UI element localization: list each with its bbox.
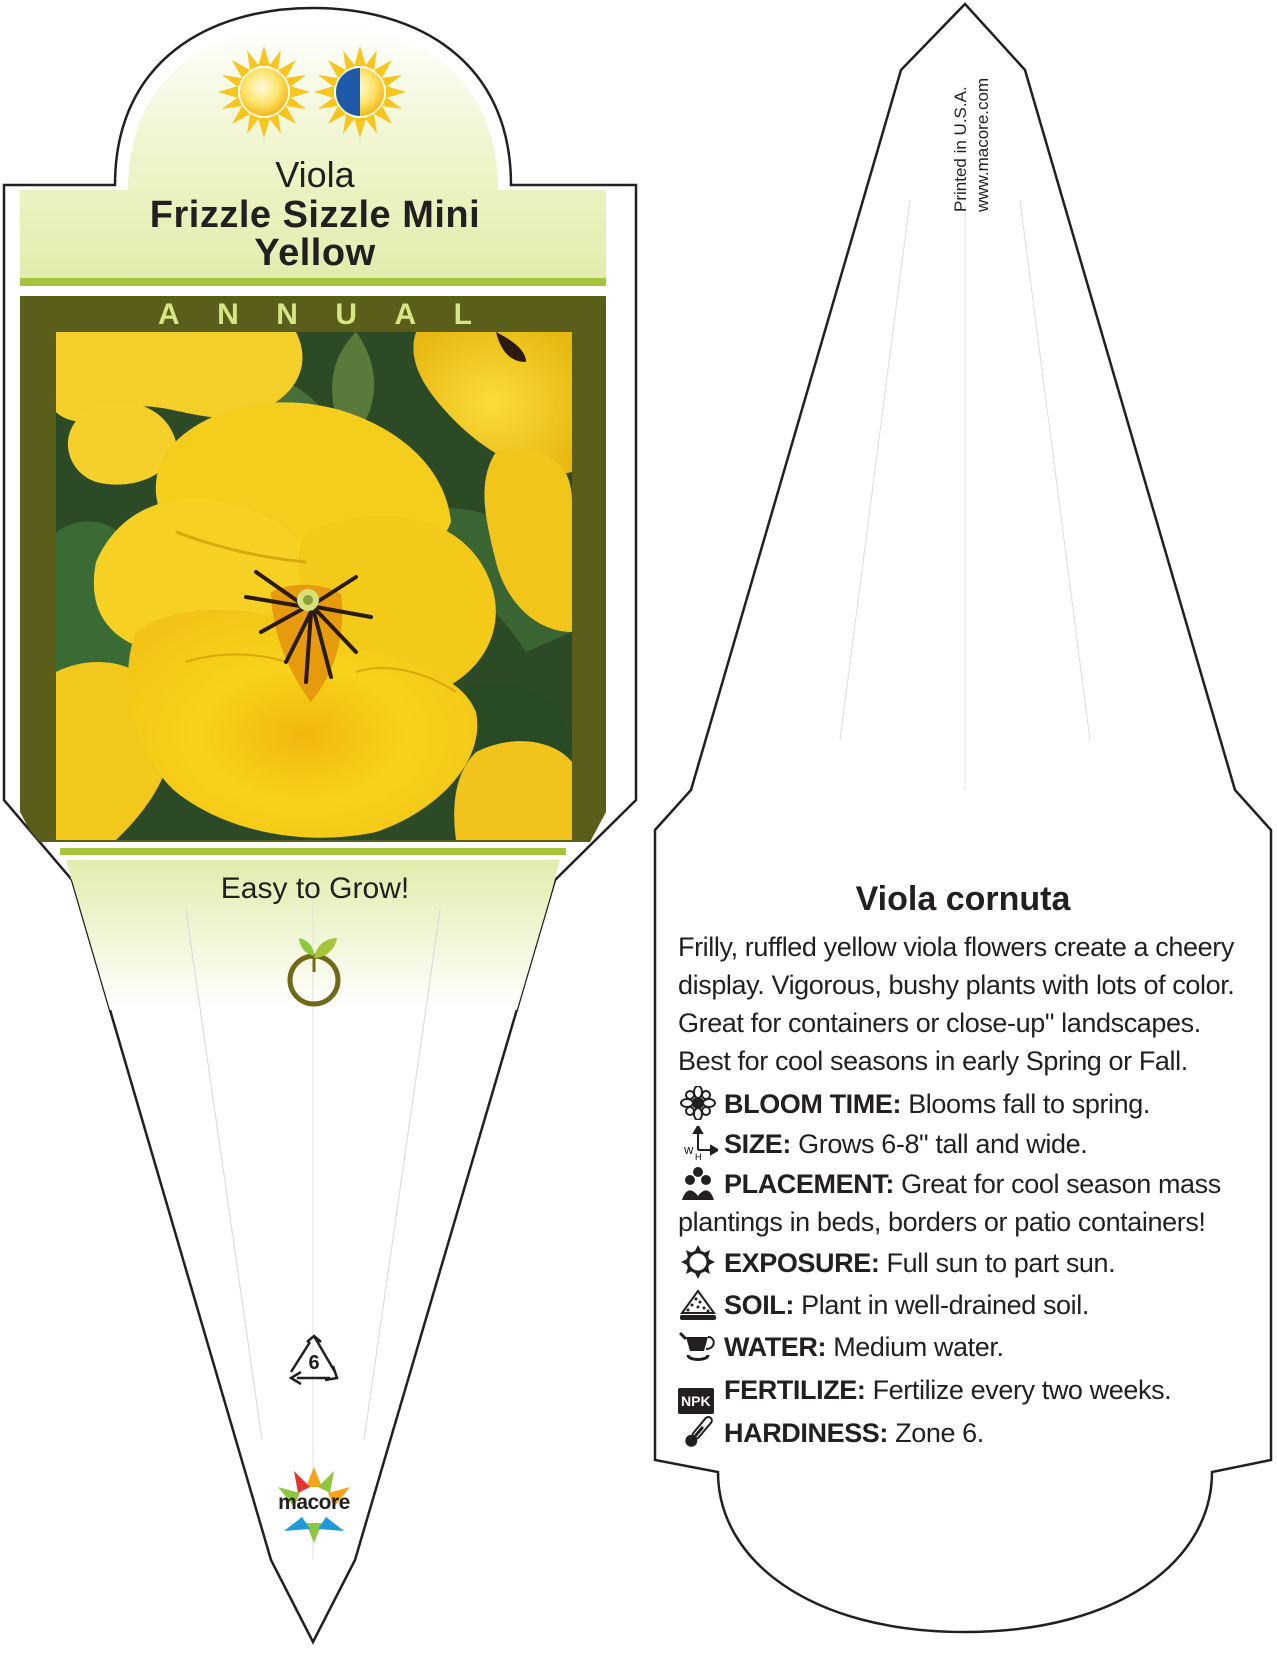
care-fertilize [678,1371,1263,1412]
category-letter: N [276,298,298,331]
category-letter: N [217,298,239,331]
fertilizer-icon [678,1378,718,1412]
category-letter: U [335,298,358,331]
care-label: SIZE: [724,1129,792,1159]
care-text: Blooms fall to spring. [908,1089,1150,1119]
printed-notice [950,0,994,212]
care-text: Fertilize every two weeks. [872,1375,1172,1405]
care-label: EXPOSURE: [724,1248,880,1278]
care-label: PLACEMENT: [724,1169,894,1199]
full-sun-icon [218,46,310,138]
category-letter: L [453,298,472,331]
sun-exposure-icons [218,44,408,140]
brand-name: macore [278,1491,350,1514]
variety-name [20,196,610,272]
npk-badge: NPK [678,1388,714,1414]
svg-text:W: W [684,1146,694,1157]
part-sun-icon [314,46,406,138]
care-label: FERTILIZE: [724,1375,866,1405]
flower-icon [678,1086,718,1120]
flower-photo [56,332,572,840]
website: www.macore.com [973,77,992,212]
thermometer-icon [678,1415,718,1449]
category-letter: A [158,298,180,331]
care-text: Plant in well-drained soil. [801,1290,1089,1320]
recycle-number: 6 [308,1352,320,1374]
category-label [58,298,572,332]
category-letter: A [394,298,417,331]
care-label: BLOOM TIME: [724,1089,902,1119]
care-text: Zone 6. [895,1418,984,1448]
tagline: Easy to Grow! [220,872,410,905]
care-soil [678,1286,1263,1324]
care-label: SOIL: [724,1290,794,1320]
watering-can-icon [678,1329,718,1363]
size-arrows-icon [678,1126,718,1160]
seedling-icon [283,932,345,1008]
svg-text:H: H [695,1152,702,1160]
care-placement [678,1165,1263,1241]
care-label: HARDINESS: [724,1418,889,1448]
care-water [678,1328,1263,1366]
care-text: Great for cool season mass plantings in beds, borders or patio containers! [678,1169,1221,1237]
placement-icon [678,1166,718,1200]
variety-line-1: Frizzle Sizzle Mini [149,194,481,236]
care-exposure [678,1244,1263,1282]
care-size [678,1125,1263,1163]
genus-name: Viola [275,154,355,195]
care-text: Medium water. [833,1332,1004,1362]
variety-line-2: Yellow [254,232,376,274]
sun-icon [678,1245,718,1279]
care-text: Grows 6-8" tall and wide. [798,1129,1088,1159]
description: Frilly, ruffled yellow viola flowers create a cheery display. Vigorous, bushy plants with lots of color. Great for containers or close-up" landscapes. Best for cool seasons in early Spring or Fall. [678,932,1235,1076]
botanical-name: Viola cornuta [855,880,1071,918]
printed-in: Printed in U.S.A. [951,86,970,212]
care-bloom-time [678,1085,1263,1123]
soil-icon [678,1287,718,1321]
care-text: Full sun to part sun. [886,1248,1116,1278]
care-hardiness [678,1414,1263,1452]
care-label: WATER: [724,1332,827,1362]
